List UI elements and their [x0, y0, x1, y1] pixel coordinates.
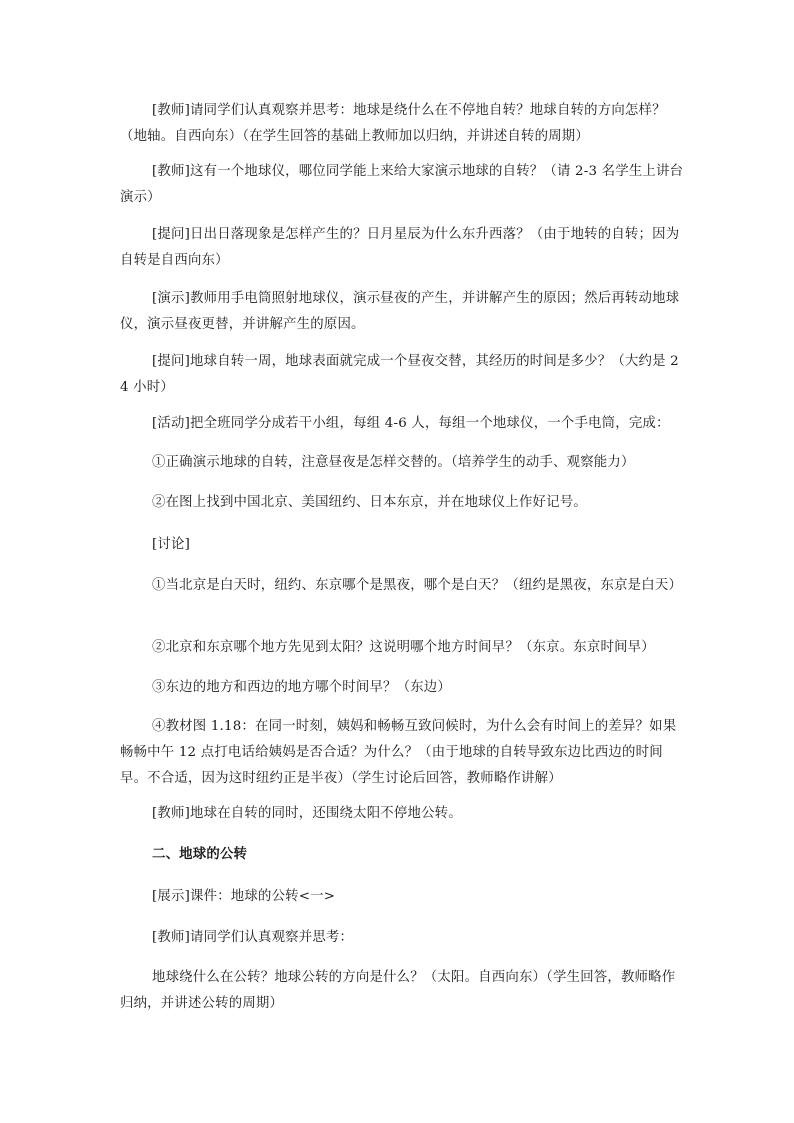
paragraph-discussion-item-2: ②北京和东京哪个地方先见到太阳？这说明哪个地方时间早？（东京。东京时间早） — [152, 640, 655, 655]
paragraph-activity-item-2: ②在图上找到中国北京、美国纽约、日本东京，并在地球仪上作好记号。 — [152, 495, 587, 510]
paragraph-activity-item-1: ①正确演示地球的自转，注意昼夜是怎样交替的。（培养学生的动手、观察能力） — [152, 455, 635, 470]
paragraph-activity: [活动]把全班同学分成若干小组，每组 4-6 人，每组一个地球仪，一个手电筒，完成： — [152, 416, 670, 431]
paragraph-teacher-rotation-question: [教师]请同学们认真观察并思考：地球是绕什么在不停地自转？地球自转的方向怎样？（地轴。自西向东）（在学生回答的基础上教师加以归纳，并讲述自转的周期） — [120, 103, 666, 144]
paragraph-teacher-observe: [教师]请同学们认真观察并思考： — [152, 930, 354, 945]
paragraph-discussion-item-4: ④教材图 1.18：在同一时刻，姨妈和畅畅互致问候时，为什么会有时间上的差异？如果畅畅中午 12 点打电话给姨妈是否合适？为什么？（由于地球的自转导致东边比西边的时间早。不合适，因为这时纽约正是半夜）（学生讨论后回答，教师略作讲解） — [120, 719, 677, 786]
paragraph-revolution-question: 地球绕什么在公转？地球公转的方向是什么？（太阳。自西向东）（学生回答，教师略作归纳，并讲述公转的周期） — [120, 970, 676, 1011]
paragraph-discussion-item-3: ③东边的地方和西边的地方哪个时间早？（东边） — [152, 680, 451, 695]
paragraph-teacher-revolution-intro: [教师]地球在自转的同时，还围绕太阳不停地公转。 — [152, 806, 462, 821]
paragraph-teacher-globe-demo: [教师]这有一个地球仪，哪位同学能上来给大家演示地球的自转？（请 2-3 名学生上讲台演示） — [120, 164, 684, 205]
paragraph-question-sunrise: [提问]日出日落现象是怎样产生的？日月星辰为什么东升西落？（由于地转的自转；因为自转是自西向东） — [120, 227, 680, 268]
paragraph-discussion-label: [讨论] — [152, 537, 191, 552]
paragraph-discussion-item-1: ①当北京是白天时，纽约、东京哪个是黑夜，哪个是白天？（纽约是黑夜，东京是白天） — [152, 578, 683, 593]
section-heading-revolution: 二、地球的公转 — [152, 847, 248, 862]
paragraph-demo-flashlight: [演示]教师用手电筒照射地球仪，演示昼夜的产生，并讲解产生的原因；然后再转动地球仪，演示昼夜更替，并讲解产生的原因。 — [120, 291, 680, 332]
paragraph-question-period: [提问]地球自转一周，地球表面就完成一个昼夜交替，其经历的时间是多少？（大约是 24 小时） — [120, 354, 679, 395]
paragraph-show-courseware: [展示]课件：地球的公转<一> — [152, 889, 336, 904]
